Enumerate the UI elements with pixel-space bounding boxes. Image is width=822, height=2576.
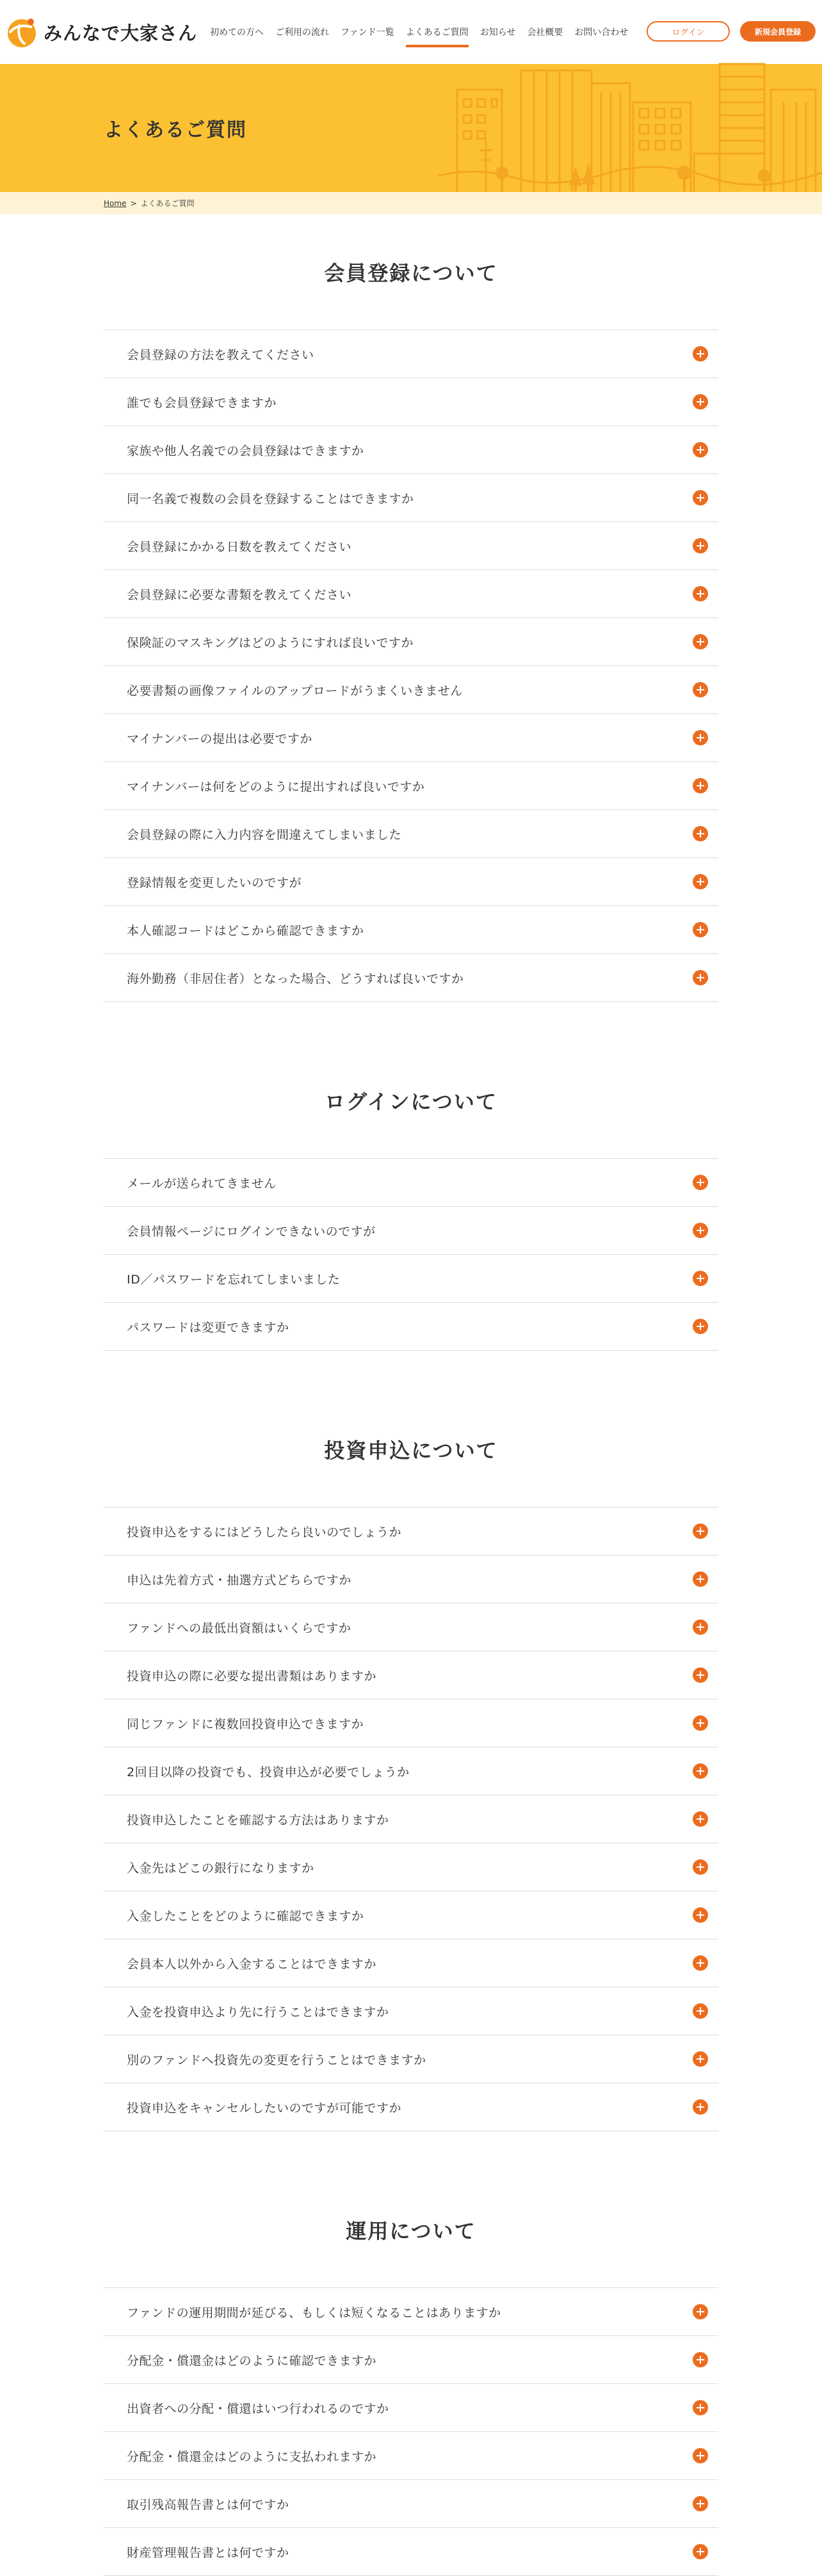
faq-item[interactable]: [104, 426, 718, 474]
plus-icon[interactable]: [693, 2304, 708, 2319]
faq-question: 会員登録にかかる日数を教えてください: [127, 539, 352, 554]
plus-icon[interactable]: [693, 2099, 708, 2115]
breadcrumb-current: よくあるご質問: [140, 199, 195, 208]
faq-section-title: 運用について: [346, 2219, 476, 2243]
faq-item[interactable]: [104, 474, 718, 522]
faq-item[interactable]: [104, 2480, 718, 2528]
faq-item[interactable]: [104, 1303, 718, 1351]
faq-question: 家族や他人名義での会員登録はできますか: [127, 443, 364, 458]
plus-icon[interactable]: [693, 1811, 708, 1827]
plus-icon[interactable]: [693, 1523, 708, 1539]
site-header: [0, 0, 822, 64]
plus-icon[interactable]: [693, 538, 708, 553]
faq-question: ID／パスワードを忘れてしまいました: [127, 1272, 341, 1287]
faq-question: 登録情報を変更したいのですが: [127, 875, 302, 890]
faq-section-title: 投資申込について: [324, 1438, 498, 1463]
faq-item[interactable]: [104, 330, 718, 378]
faq-section-title: 会員登録について: [324, 261, 498, 285]
plus-icon[interactable]: [693, 2448, 708, 2463]
faq-question: 分配金・償還金はどのように支払われますか: [127, 2449, 377, 2464]
plus-icon[interactable]: [693, 778, 708, 793]
faq-item[interactable]: [104, 2288, 718, 2336]
faq-item[interactable]: [104, 1939, 718, 1987]
plus-icon[interactable]: [693, 2051, 708, 2067]
register-button[interactable]: 新規会員登録: [740, 21, 816, 42]
plus-icon[interactable]: [693, 442, 708, 457]
login-button[interactable]: ログイン: [647, 21, 730, 42]
faq-question: 投資申込をキャンセルしたいのですが可能ですか: [127, 2101, 402, 2115]
plus-icon[interactable]: [693, 586, 708, 601]
page-hero: [0, 64, 822, 192]
city-illustration-icon: [438, 64, 822, 192]
plus-icon[interactable]: [693, 1619, 708, 1635]
faq-item[interactable]: [104, 1603, 718, 1651]
plus-icon[interactable]: [693, 1907, 708, 1923]
faq-container: [104, 214, 718, 2576]
plus-icon[interactable]: [693, 970, 708, 985]
nav-first-time[interactable]: 初めての方へ: [210, 28, 264, 38]
plus-icon[interactable]: [693, 1223, 708, 1238]
page-title: よくあるご質問: [104, 119, 247, 141]
faq-item[interactable]: [104, 1159, 718, 1207]
plus-icon[interactable]: [693, 2496, 708, 2511]
faq-item[interactable]: [104, 1795, 718, 1843]
faq-question: 本人確認コードはどこから確認できますか: [127, 923, 364, 938]
faq-item[interactable]: [104, 1699, 718, 1747]
faq-item[interactable]: [104, 378, 718, 426]
faq-item[interactable]: [104, 1207, 718, 1255]
plus-icon[interactable]: [693, 634, 708, 649]
faq-question: 会員本人以外から入金することはできますか: [127, 1957, 377, 1971]
plus-icon[interactable]: [693, 922, 708, 937]
faq-question: 海外勤務（非居住者）となった場合、どうすれば良いですか: [127, 971, 464, 986]
plus-icon[interactable]: [693, 682, 708, 697]
faq-list: [104, 1507, 718, 2131]
faq-question: 必要書類の画像ファイルのアップロードがうまくいきません: [127, 683, 463, 698]
faq-question: 保険証のマスキングはどのようにすれば良いですか: [127, 635, 414, 650]
plus-icon[interactable]: [693, 1271, 708, 1286]
plus-icon[interactable]: [693, 1763, 708, 1779]
faq-question: 入金したことをどのように確認できますか: [127, 1909, 364, 1923]
plus-icon[interactable]: [693, 2003, 708, 2019]
plus-icon[interactable]: [693, 1955, 708, 1971]
logo-text: みんなで大家さん: [44, 22, 198, 44]
faq-question: 入金先はどこの銀行になりますか: [127, 1861, 314, 1875]
faq-list: [104, 2287, 718, 2576]
plus-icon[interactable]: [693, 826, 708, 841]
faq-question: 出資者への分配・償還はいつ行われるのですか: [127, 2401, 389, 2416]
faq-question: メールが送られてきません: [127, 1176, 277, 1191]
faq-question: 投資申込をするにはどうしたら良いのでしょうか: [127, 1525, 402, 1539]
faq-question: 投資申込の際に必要な提出書類はありますか: [127, 1669, 377, 1683]
plus-icon[interactable]: [693, 1571, 708, 1587]
faq-item[interactable]: [104, 714, 718, 762]
breadcrumb: [0, 192, 822, 214]
faq-question: 誰でも会員登録できますか: [127, 395, 277, 410]
faq-item[interactable]: [104, 1651, 718, 1699]
faq-question: 会員登録の際に入力内容を間違えてしまいました: [127, 827, 402, 842]
plus-icon[interactable]: [693, 2544, 708, 2559]
plus-icon[interactable]: [693, 346, 708, 362]
faq-question: 同一名義で複数の会員を登録することはできますか: [127, 491, 414, 506]
faq-item[interactable]: [104, 2528, 718, 2576]
faq-item[interactable]: [104, 2384, 718, 2432]
faq-item[interactable]: [104, 954, 718, 1002]
faq-item[interactable]: [104, 1747, 718, 1795]
faq-item[interactable]: [104, 810, 718, 858]
faq-list: [104, 330, 718, 1002]
faq-item[interactable]: [104, 666, 718, 714]
faq-question: マイナンバーの提出は必要ですか: [127, 731, 312, 746]
faq-question: 2回目以降の投資でも、投資申込が必要でしょうか: [127, 1765, 410, 1779]
plus-icon[interactable]: [693, 730, 708, 745]
faq-item[interactable]: [104, 2432, 718, 2480]
faq-question: 投資申込したことを確認する方法はありますか: [127, 1813, 389, 1827]
plus-icon[interactable]: [693, 874, 708, 889]
site-logo[interactable]: [5, 14, 197, 50]
faq-list: [104, 1158, 718, 1351]
nav-fund-list[interactable]: ファンド一覧: [341, 28, 394, 38]
breadcrumb-separator: >: [130, 198, 137, 208]
faq-question: 会員登録に必要な書類を教えてください: [127, 587, 352, 602]
faq-question: 分配金・償還金はどのように確認できますか: [127, 2353, 377, 2368]
faq-item[interactable]: [104, 522, 718, 570]
logo-mark-icon: [5, 15, 38, 49]
nav-faq[interactable]: よくあるご質問: [406, 0, 469, 64]
plus-icon[interactable]: [693, 2400, 708, 2415]
faq-question: パスワードは変更できますか: [127, 1320, 289, 1335]
faq-item[interactable]: [104, 618, 718, 666]
faq-item[interactable]: [104, 570, 718, 618]
faq-item[interactable]: [104, 2035, 718, 2083]
faq-question: 財産管理報告書とは何ですか: [127, 2545, 289, 2560]
faq-item[interactable]: [104, 1843, 718, 1891]
section-spacer: [104, 1351, 718, 1392]
faq-question: 入金を投資申込より先に行うことはできますか: [127, 2005, 389, 2019]
faq-question: マイナンバーは何をどのように提出すれば良いですか: [127, 779, 425, 794]
faq-question: 会員情報ページにログインできないのですが: [127, 1224, 376, 1239]
plus-icon[interactable]: [693, 1319, 708, 1334]
faq-item[interactable]: [104, 2336, 718, 2384]
faq-item[interactable]: [104, 906, 718, 954]
faq-question: ファンドの運用期間が延びる、もしくは短くなることはありますか: [127, 2305, 501, 2320]
faq-question: 同じファンドに複数回投資申込できますか: [127, 1717, 364, 1731]
breadcrumb-home[interactable]: Home: [104, 198, 127, 208]
faq-question: ファンドへの最低出資額はいくらですか: [127, 1621, 351, 1635]
section-spacer: [104, 1002, 718, 1043]
faq-item[interactable]: [104, 1891, 718, 1939]
faq-item[interactable]: [104, 762, 718, 810]
nav-news[interactable]: お知らせ: [480, 28, 516, 38]
section-spacer: [104, 2131, 718, 2172]
faq-question: 申込は先着方式・抽選方式どちらですか: [127, 1573, 351, 1587]
plus-icon[interactable]: [693, 490, 708, 505]
faq-question: 会員登録の方法を教えてください: [127, 347, 314, 362]
faq-item[interactable]: [104, 1987, 718, 2035]
faq-item[interactable]: [104, 1255, 718, 1303]
faq-item[interactable]: [104, 1507, 718, 1555]
plus-icon[interactable]: [693, 394, 708, 409]
nav-company[interactable]: 会社概要: [527, 28, 563, 38]
plus-icon[interactable]: [693, 1859, 708, 1875]
faq-item[interactable]: [104, 858, 718, 906]
faq-item[interactable]: [104, 2083, 718, 2131]
nav-contact[interactable]: お問い合わせ: [574, 28, 629, 38]
plus-icon[interactable]: [693, 2352, 708, 2367]
main-nav: [210, 0, 640, 64]
faq-section-title: ログインについて: [325, 1090, 497, 1114]
faq-question: 別のファンドへ投資先の変更を行うことはできますか: [127, 2053, 426, 2067]
plus-icon[interactable]: [693, 1175, 708, 1190]
plus-icon[interactable]: [693, 1667, 708, 1683]
plus-icon[interactable]: [693, 1715, 708, 1731]
faq-item[interactable]: [104, 1555, 718, 1603]
faq-question: 取引残高報告書とは何ですか: [127, 2497, 289, 2512]
nav-usage-flow[interactable]: ご利用の流れ: [275, 28, 329, 38]
